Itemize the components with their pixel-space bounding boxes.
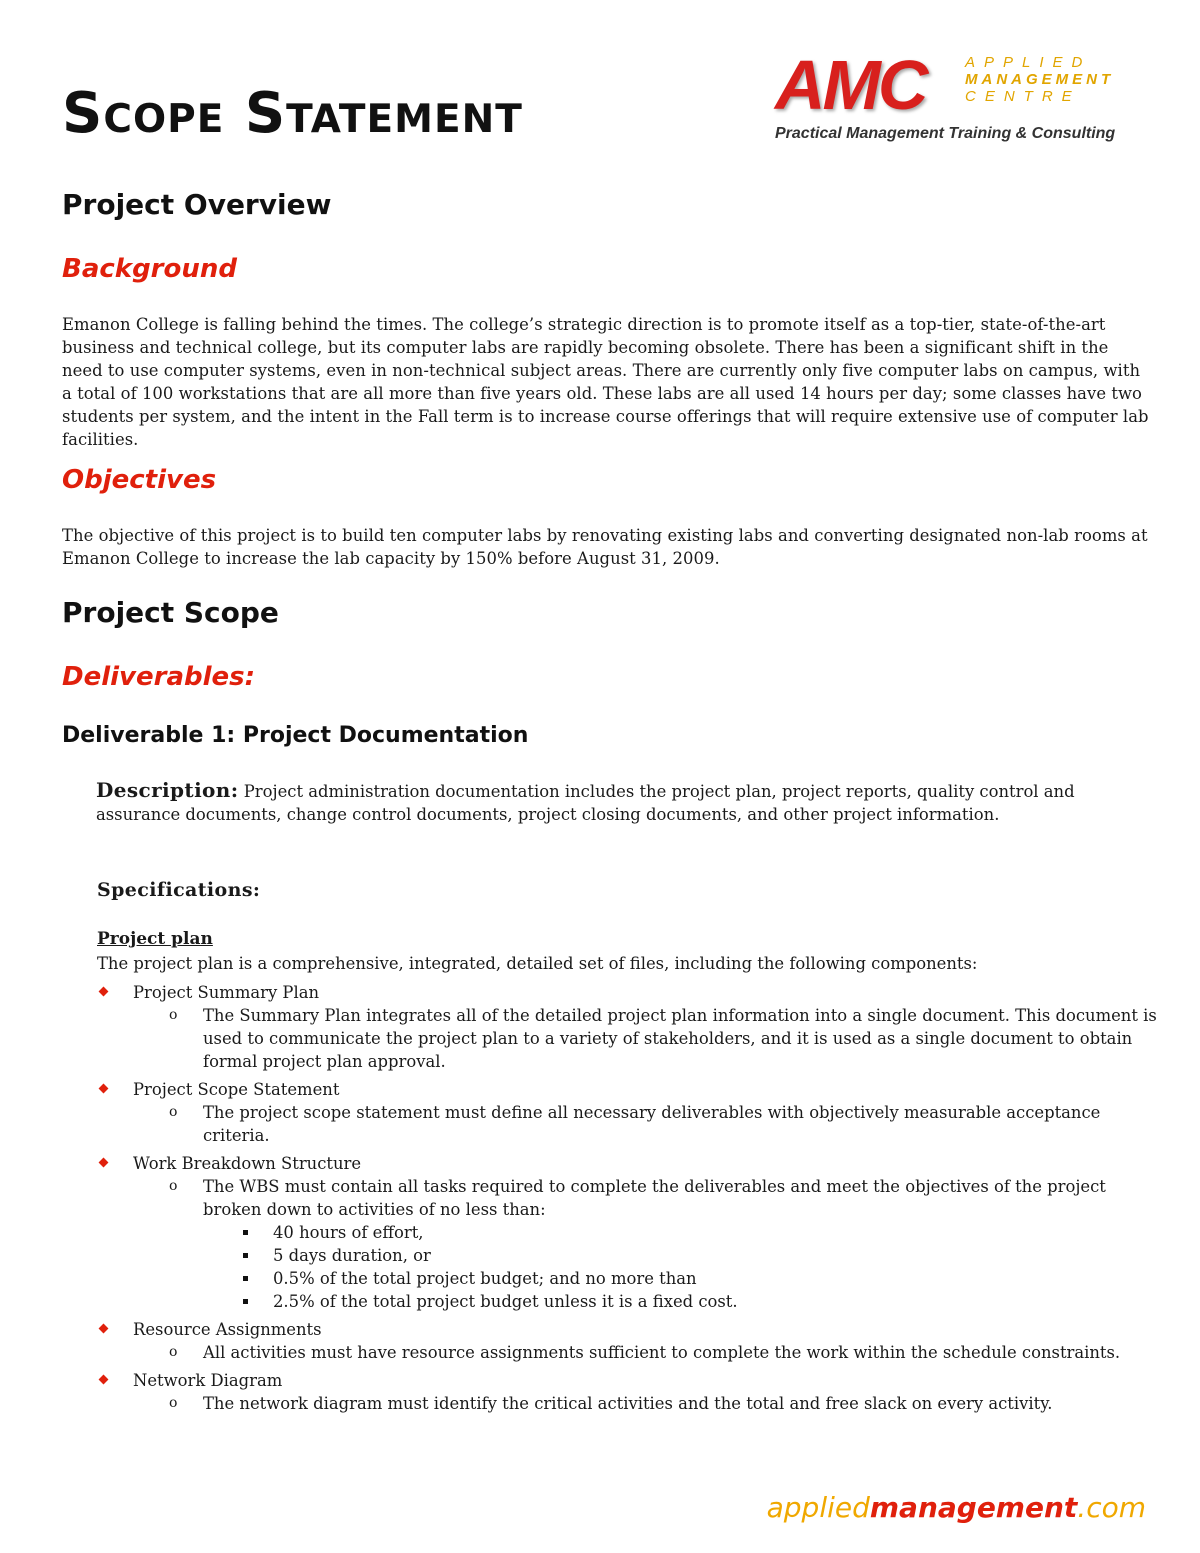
description-label: Description: <box>96 778 239 802</box>
logo-tagline: Practical Management Training & Consulting <box>775 125 1116 142</box>
circle-bullet-icon: o <box>169 1395 178 1411</box>
wbs-limit-text: 5 days duration, or <box>273 1246 431 1265</box>
wbs-limit-item <box>203 1221 1157 1244</box>
wbs-limit-item <box>203 1267 1157 1290</box>
square-bullet-icon <box>243 1299 248 1304</box>
objectives-heading: Objectives <box>62 465 217 495</box>
circle-bullet-icon: o <box>169 1178 178 1194</box>
list-item <box>97 1152 1157 1313</box>
logo-mark: AMC <box>775 46 926 124</box>
wbs-limits-list <box>203 1221 1157 1313</box>
component-detail: The project scope statement must define all necessary deliverables with objectively measurable acceptance criteria. <box>203 1103 1101 1145</box>
deliverable-1-heading: Deliverable 1: Project Documentation <box>62 723 529 748</box>
description-block <box>96 779 1151 826</box>
component-name: Resource Assignments <box>133 1320 322 1339</box>
components-list <box>97 981 1157 1420</box>
document-title: Scope Statement <box>62 81 523 146</box>
project-overview-heading: Project Overview <box>62 188 332 221</box>
red-diamond-bullet-icon <box>99 1084 109 1094</box>
square-bullet-icon <box>243 1276 248 1281</box>
component-detail-item <box>133 1004 1157 1073</box>
red-diamond-bullet-icon <box>99 987 109 997</box>
background-paragraph: Emanon College is falling behind the times. The college’s strategic direction is to promote itself as a top-tier, state-of-the-art business and technical college, but its computer labs are rapidly becoming obsolete. There has been a significant shift in the need to use computer systems, even in non-technical subject areas. There are currently only five computer labs on campus, with a total of 100 workstations that are all more than five years old. These labs are all used 14 hours per day; some classes have two students per system, and the intent in the Fall term is to increase course offerings that will require extensive use of computer lab facilities. <box>62 315 1149 449</box>
logo-line-management: MANAGEMENT <box>965 71 1115 88</box>
logo-words <box>965 54 1145 105</box>
wbs-limit-text: 0.5% of the total project budget; and no more than <box>273 1269 697 1288</box>
list-item <box>97 1078 1157 1147</box>
component-name: Network Diagram <box>133 1371 283 1390</box>
wbs-limit-text: 40 hours of effort, <box>273 1223 424 1242</box>
logo-line-centre: CENTRE <box>965 88 1081 105</box>
project-plan-title: Project plan <box>97 929 213 949</box>
component-detail-item <box>133 1341 1157 1364</box>
footer-website[interactable] <box>767 1491 1146 1524</box>
project-plan-intro: The project plan is a comprehensive, integrated, detailed set of files, including the following components: <box>97 954 978 973</box>
description-text: Project administration documentation includes the project plan, project reports, quality control and assurance documents, change control documents, project closing documents, and other project information. <box>96 782 1075 824</box>
square-bullet-icon <box>243 1230 248 1235</box>
circle-bullet-icon: o <box>169 1344 178 1360</box>
component-name: Work Breakdown Structure <box>133 1154 362 1173</box>
footer-part-com: .com <box>1077 1491 1146 1524</box>
list-item <box>97 1369 1157 1415</box>
component-detail: The WBS must contain all tasks required to complete the deliverables and meet the objectives of the project broken down to activities of no less than: <box>203 1177 1106 1219</box>
component-detail-item <box>133 1175 1157 1313</box>
amc-logo <box>775 46 1155 150</box>
logo-line-applied: APPLIED <box>965 54 1092 71</box>
component-detail-item <box>133 1101 1157 1147</box>
red-diamond-bullet-icon <box>99 1324 109 1334</box>
objectives-paragraph: The objective of this project is to build ten computer labs by renovating existing labs and converting designated non-lab rooms at Emanon College to increase the lab capacity by 150% before August 31, 2009. <box>62 526 1148 568</box>
component-name: Project Scope Statement <box>133 1080 340 1099</box>
circle-bullet-icon: o <box>169 1007 178 1023</box>
footer-part-applied: applied <box>766 1491 870 1524</box>
circle-bullet-icon: o <box>169 1104 178 1120</box>
background-heading: Background <box>62 254 237 284</box>
specifications-label: Specifications: <box>97 879 261 901</box>
list-item <box>97 1318 1157 1364</box>
component-detail-item <box>133 1392 1157 1415</box>
component-detail: The Summary Plan integrates all of the detailed project plan information into a single document. This document is used to communicate the project plan to a variety of stakeholders, and it is used as a single document to obtain formal project plan approval. <box>203 1006 1157 1071</box>
red-diamond-bullet-icon <box>99 1158 109 1168</box>
deliverables-heading: Deliverables: <box>62 662 256 692</box>
project-scope-heading: Project Scope <box>62 596 279 629</box>
red-diamond-bullet-icon <box>99 1375 109 1385</box>
wbs-limit-text: 2.5% of the total project budget unless it is a fixed cost. <box>273 1292 738 1311</box>
component-detail: All activities must have resource assignments sufficient to complete the work within the schedule constraints. <box>203 1343 1121 1362</box>
wbs-limit-item <box>203 1244 1157 1267</box>
footer-part-management: management <box>869 1491 1078 1524</box>
list-item <box>97 981 1157 1073</box>
square-bullet-icon <box>243 1253 248 1258</box>
wbs-limit-item <box>203 1290 1157 1313</box>
component-detail: The network diagram must identify the critical activities and the total and free slack on every activity. <box>203 1394 1053 1413</box>
component-name: Project Summary Plan <box>133 983 320 1002</box>
